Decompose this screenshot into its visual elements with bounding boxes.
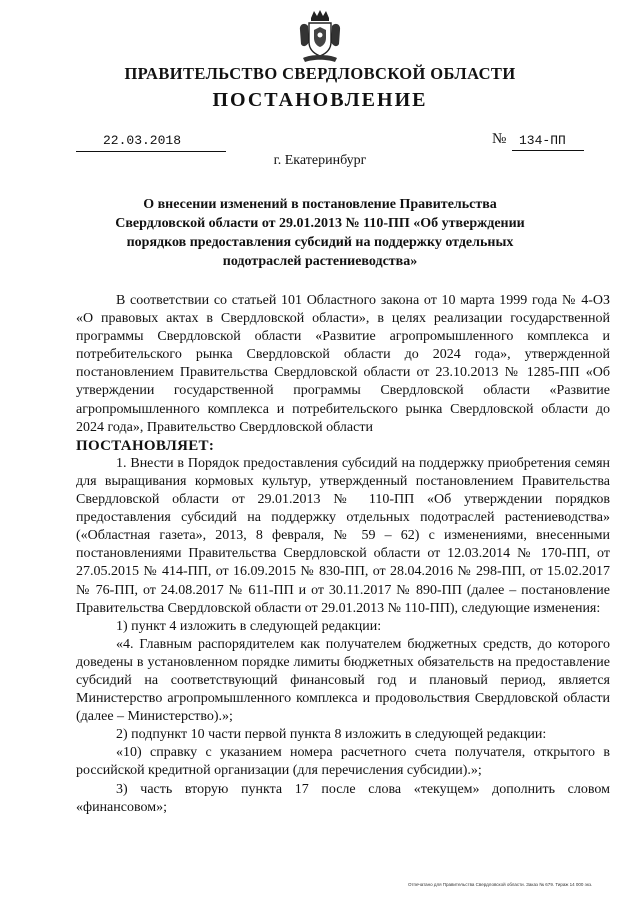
document-number-field	[492, 131, 590, 151]
number-sign: №	[492, 131, 507, 147]
subitem-1-text: «4. Главным распорядителем как получателем бюджетных средств, до которого доведены в установленном порядке лимиты бюджетных обязательств на предоставление субсидий на соответствующий финансовый год и плановый период, является Министерство агропромышленного комплекса и продовольствия Свердловской области (далее – Министерство).»;	[76, 636, 610, 725]
city: г. Екатеринбург	[273, 153, 367, 168]
preamble-paragraph: В соответствии со статьей 101 Областного закона от 10 марта 1999 года № 4-ОЗ «О правовых актах в Свердловской области», в целях реализации государственной программы Свердловской области «Развитие агропромышленного комплекса и потребительского рынка Свердловской области до 2024 года», утвержденной постановлением Правительства Свердловской области от 23.10.2013 № 1285-ПП «Об утверждении государственной программы Свердловской области «Развитие агропромышленного комплекса и потребительского рынка Свердловской области до 2024 года», Правительство Свердловской области	[76, 293, 610, 435]
document-body	[76, 292, 610, 817]
subitem-2-text: «10) справку с указанием номера расчетного счета получателя, открытого в российской кредитной организации (для перечисления субсидии).»;	[76, 745, 610, 779]
document-number: 134-ПП	[519, 133, 566, 148]
print-note: Отпечатано для Правительства Свердловской области. Заказ № 679. Тираж 14 000 экз.	[408, 882, 593, 887]
item-1-paragraph: 1. Внести в Порядок предоставления субсидий на поддержку приобретения семян для выращивания кормовых культур, утвержденный постановлением Правительства Свердловской области от 29.01.2013 № 110-ПП «Об утверждении порядков предоставления субсидий на поддержку отдельных подотраслей растениеводства» («Областная газета», 2013, 8 февраля, № 59 – 62) с изменениями, внесенными постановлениями Правительства Свердловской области от 12.03.2014 № 170-ПП, от 27.05.2015 № 414-ПП, от 16.09.2015 № 830-ПП, от 28.04.2016 № 298-ПП, от 15.02.2017 № 76-ПП, от 24.08.2017 № 611-ПП и от 30.11.2017 № 890-ПП (далее – постановление Правительства Свердловской области от 29.01.2013 № 110-ПП), следующие изменения:	[76, 455, 610, 616]
document-subject: О внесении изменений в постановление Правительства Свердловской области от 29.01.2013 № 110-ПП «Об утверждении порядков предоставления субсидий на поддержку отдельных подотраслей растениеводства»	[115, 197, 525, 269]
number-underline	[512, 131, 584, 151]
document-type: ПОСТАНОВЛЕНИЕ	[212, 89, 428, 111]
date-field	[76, 133, 226, 152]
resolves-heading: ПОСТАНОВЛЯЕТ:	[76, 437, 215, 454]
government-title: ПРАВИТЕЛЬСТВО СВЕРДЛОВСКОЙ ОБЛАСТИ	[124, 64, 516, 83]
sverdlovsk-coat-of-arms-icon	[297, 8, 343, 64]
document-date: 22.03.2018	[103, 133, 182, 148]
subitem-1-paragraph: 1) пункт 4 изложить в следующей редакции:	[116, 618, 382, 634]
subitem-2-paragraph: 2) подпункт 10 части первой пункта 8 изложить в следующей редакции:	[116, 727, 547, 743]
subitem-3-paragraph: 3) часть вторую пункта 17 после слова «текущем» дополнить словом «финансовом»;	[76, 781, 610, 815]
